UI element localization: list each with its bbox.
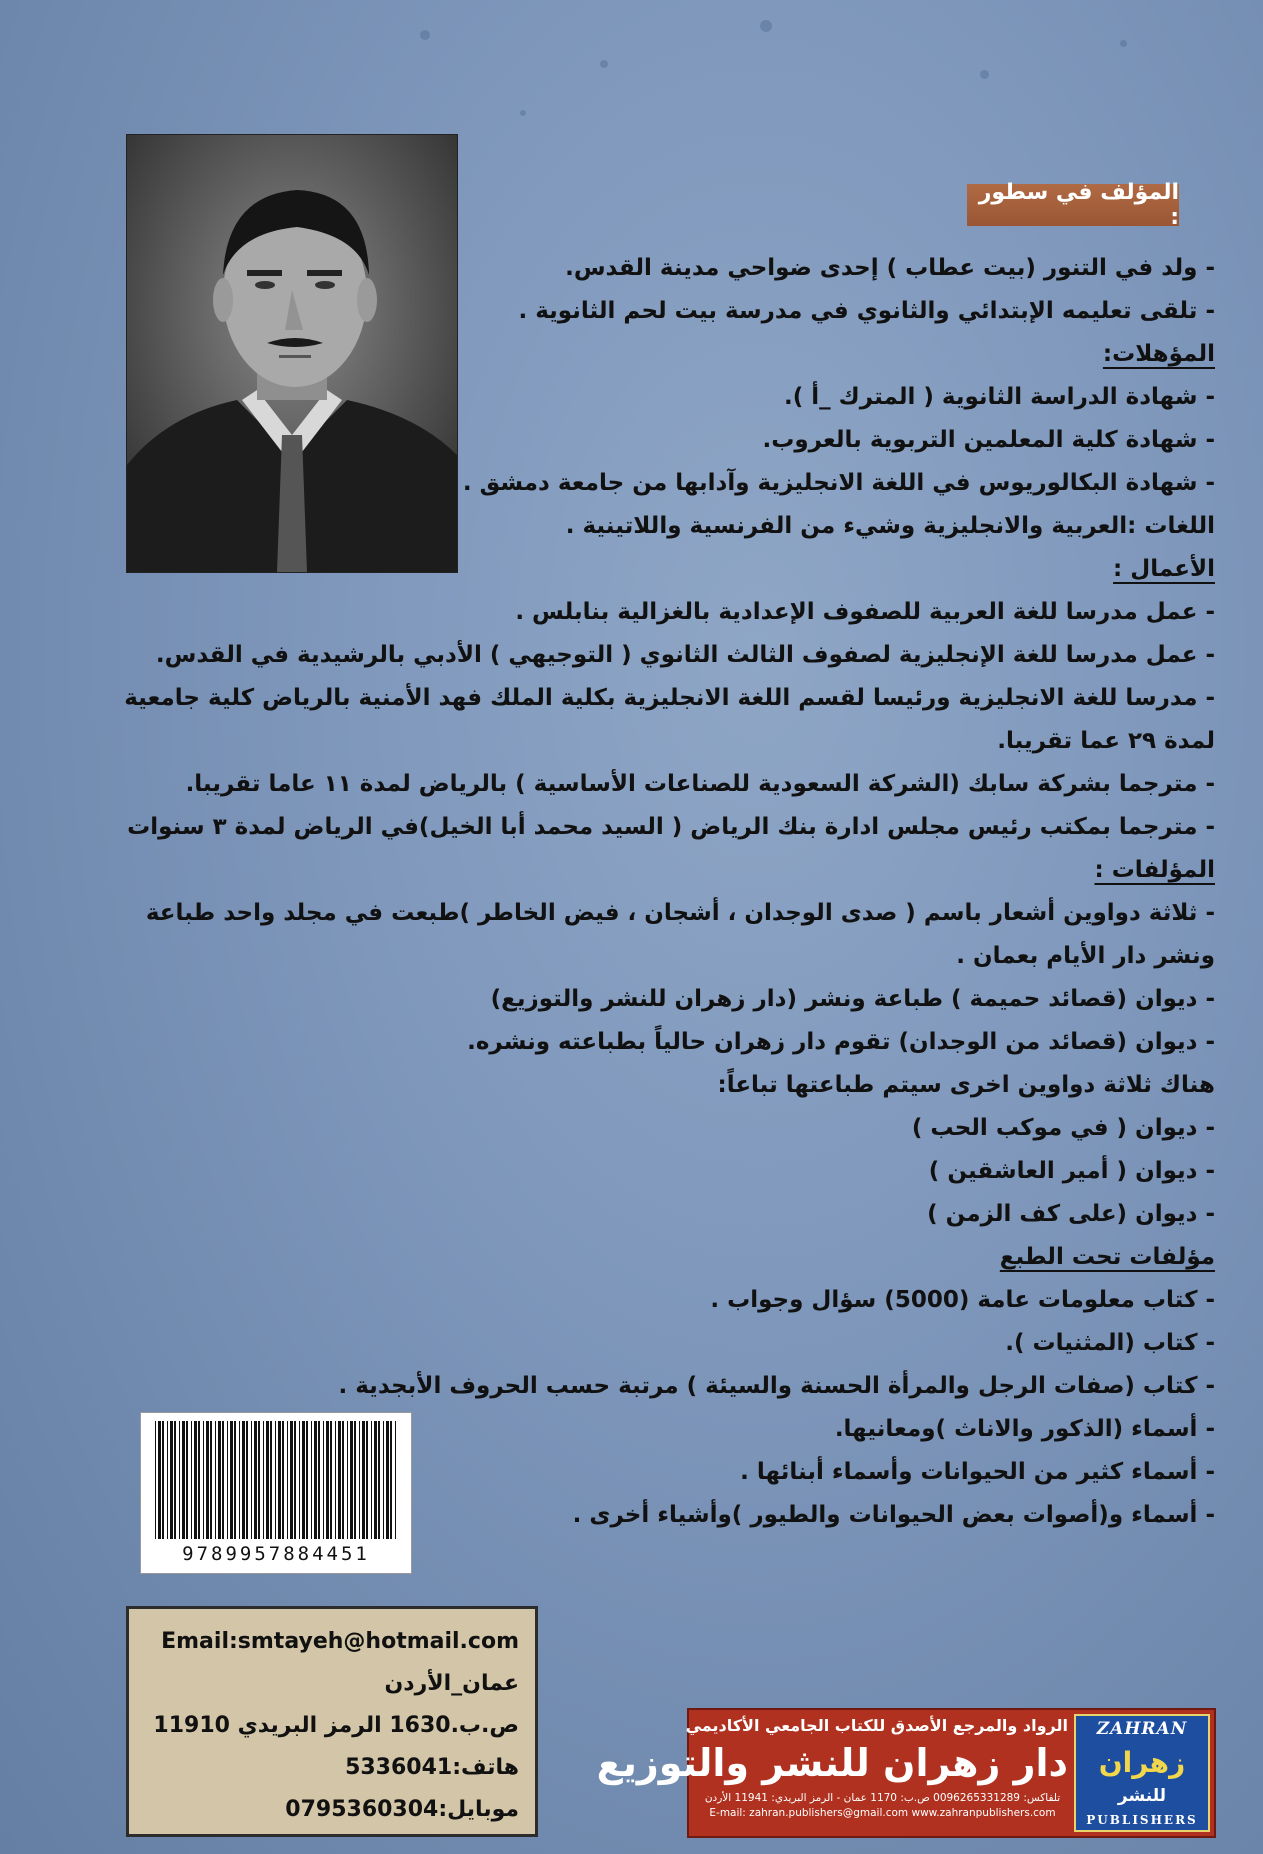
isbn-barcode: [140, 1412, 412, 1574]
contact-mobile: موبايل:0795360304: [285, 1797, 519, 1822]
publisher-address: تلفاكس: 0096265331289 ص.ب: 1170 عمان - الرمز البريدي: 11941 الأردن: [704, 1792, 1061, 1804]
bio-line-text: - شهادة الدراسة الثانوية ( المترك _أ ).: [784, 384, 1215, 410]
barcode-bar: [311, 1421, 312, 1539]
bio-line: [135, 763, 1215, 806]
barcode-bar: [395, 1421, 396, 1539]
author-biography: [124, 247, 1215, 1537]
barcode-bar: [318, 1421, 320, 1539]
barcode-digits: 9789957884451: [182, 1543, 370, 1565]
barcode-bar: [330, 1421, 332, 1539]
background-speck: [980, 70, 989, 79]
contact-phone: هاتف:5336041: [345, 1755, 519, 1780]
bio-heading: [135, 849, 1215, 892]
bio-line: [135, 1193, 1215, 1236]
barcode-bar: [246, 1421, 248, 1539]
barcode-bar: [222, 1421, 224, 1539]
barcode-bar: [350, 1421, 353, 1539]
contact-pobox: ص.ب.1630 الرمز البريدي 11910: [153, 1713, 519, 1738]
barcode-bar: [371, 1421, 372, 1539]
bio-line-text: ونشر دار الأيام بعمان .: [956, 943, 1215, 969]
barcode-bar: [174, 1421, 176, 1539]
barcode-bar: [239, 1421, 240, 1539]
barcode-bar: [366, 1421, 368, 1539]
barcode-bars: [151, 1421, 401, 1539]
barcode-bar: [206, 1421, 209, 1539]
section-header: المؤلف في سطور :: [967, 184, 1179, 226]
background-speck: [600, 60, 608, 68]
bio-line: [135, 1064, 1215, 1107]
barcode-bar: [335, 1421, 336, 1539]
barcode-bar: [210, 1421, 212, 1539]
bio-heading: [135, 548, 1215, 591]
barcode-bar: [242, 1421, 245, 1539]
bio-line-text: - شهادة البكالوريوس في اللغة الانجليزية وآدابها من جامعة دمشق .: [462, 470, 1215, 496]
barcode-bar: [282, 1421, 284, 1539]
bio-heading-text: المؤهلات:: [1102, 341, 1215, 367]
bio-line: [135, 1279, 1215, 1322]
bio-line: [135, 720, 1215, 763]
barcode-bar: [299, 1421, 300, 1539]
publisher-logo-ar-small: للنشر: [1117, 1786, 1167, 1806]
bio-line-text: هناك ثلاثة دواوين اخرى سيتم طباعتها تباعاً:: [717, 1072, 1215, 1098]
bio-line: [135, 1021, 1215, 1064]
publisher-logo: [1074, 1714, 1210, 1832]
barcode-bar: [218, 1421, 221, 1539]
bio-line: [135, 634, 1215, 677]
bio-line-text: - ديوان (على كف الزمن ): [927, 1201, 1215, 1227]
publisher-text: [596, 1716, 1068, 1821]
contact-box: [126, 1606, 538, 1837]
bio-line-text: - ولد في التنور (بيت عطاب ) إحدى ضواحي مدينة القدس.: [565, 255, 1215, 281]
bio-line-text: - أسماء كثير من الحيوانات وأسماء أبنائها .: [740, 1459, 1215, 1485]
bio-line: [135, 1107, 1215, 1150]
barcode-bar: [378, 1421, 380, 1539]
bio-line: [135, 978, 1215, 1021]
bio-line-text: - كتاب (المثنيات ).: [1005, 1330, 1215, 1356]
bio-line: [135, 462, 1215, 505]
barcode-bar: [347, 1421, 348, 1539]
barcode-bar: [302, 1421, 305, 1539]
bio-line-text: - عمل مدرسا للغة الإنجليزية لصفوف الثالث الثانوي ( التوجيهي ) الأدبي بالرشيدية في القدس.: [155, 642, 1215, 668]
barcode-bar: [362, 1421, 365, 1539]
barcode-bar: [326, 1421, 329, 1539]
bio-line: [135, 505, 1215, 548]
bio-line-text: - أسماء (الذكور والاناث )ومعانيها.: [834, 1416, 1215, 1442]
barcode-bar: [306, 1421, 308, 1539]
barcode-bar: [342, 1421, 344, 1539]
barcode-bar: [314, 1421, 317, 1539]
publisher-logo-en-bottom: PUBLISHERS: [1086, 1813, 1198, 1827]
barcode-bar: [158, 1421, 161, 1539]
background-speck: [1120, 40, 1127, 47]
bio-line: [135, 1365, 1215, 1408]
bio-line: [124, 677, 1215, 720]
bio-line: [135, 1322, 1215, 1365]
bio-line-text: - شهادة كلية المعلمين التربوية بالعروب.: [762, 427, 1215, 453]
publisher-tagline: الرواد والمرجع الأصدق للكتاب الجامعي الأكاديمي: [685, 1716, 1068, 1735]
barcode-bar: [263, 1421, 264, 1539]
bio-line-text: - عمل مدرسا للغة العربية للصفوف الإعدادية بالغزالية بنابلس .: [515, 599, 1215, 625]
barcode-bar: [227, 1421, 228, 1539]
bio-line: [127, 806, 1215, 849]
barcode-bar: [203, 1421, 204, 1539]
bio-line-text: - مدرسا للغة الانجليزية ورئيسا لقسم اللغة الانجليزية بكلية الملك فهد الأمنية بالرياض كلية جامعية: [124, 685, 1215, 711]
barcode-bar: [198, 1421, 200, 1539]
barcode-bar: [287, 1421, 288, 1539]
bio-line-text: - ثلاثة دواوين أشعار باسم ( صدى الوجدان ، أشجان ، فيض الخاطر )طبعت في مجلد واحد طباعة: [145, 900, 1215, 926]
barcode-bar: [290, 1421, 293, 1539]
bio-heading-text: الأعمال :: [1113, 556, 1215, 582]
barcode-bar: [386, 1421, 389, 1539]
bio-heading: [135, 333, 1215, 376]
bio-line-text: - ديوان (قصائد من الوجدان) تقوم دار زهران حالياً بطباعته ونشره.: [467, 1029, 1215, 1055]
barcode-bar: [254, 1421, 257, 1539]
contact-city: عمان_الأردن: [384, 1671, 519, 1696]
bio-line: [135, 591, 1215, 634]
publisher-banner: [596, 1708, 1216, 1838]
barcode-bar: [230, 1421, 233, 1539]
barcode-bar: [179, 1421, 180, 1539]
barcode-bar: [194, 1421, 197, 1539]
barcode-bar: [186, 1421, 188, 1539]
bio-line: [135, 247, 1215, 290]
publisher-web: E-mail: zahran.publishers@gmail.com www.zahranpublishers.com: [709, 1807, 1056, 1819]
publisher-logo-en-top: ZAHRAN: [1096, 1719, 1188, 1739]
barcode-bar: [251, 1421, 252, 1539]
barcode-bar: [234, 1421, 236, 1539]
barcode-bar: [155, 1421, 156, 1539]
barcode-bar: [182, 1421, 185, 1539]
barcode-bar: [383, 1421, 384, 1539]
bio-line: [135, 376, 1215, 419]
barcode-bar: [266, 1421, 269, 1539]
barcode-bar: [374, 1421, 377, 1539]
barcode-bar: [338, 1421, 341, 1539]
bio-line: [135, 935, 1215, 978]
bio-line: [135, 892, 1215, 935]
bio-line-text: - كتاب (صفات الرجل والمرأة الحسنة والسيئة ) مرتبة حسب الحروف الأبجدية .: [338, 1373, 1215, 1399]
bio-line-text: - أسماء و(أصوات بعض الحيوانات والطيور )وأشياء أخرى .: [572, 1502, 1215, 1528]
barcode-bar: [162, 1421, 164, 1539]
barcode-bar: [258, 1421, 260, 1539]
barcode-bar: [390, 1421, 392, 1539]
bio-line-text: اللغات :العربية والانجليزية وشيء من الفرنسية واللاتينية .: [565, 513, 1215, 539]
bio-line-text: - كتاب معلومات عامة (5000) سؤال وجواب .: [710, 1287, 1215, 1313]
barcode-bar: [191, 1421, 192, 1539]
barcode-bar: [167, 1421, 168, 1539]
background-speck: [760, 20, 772, 32]
bio-heading: [135, 1236, 1215, 1279]
bio-heading-text: مؤلفات تحت الطبع: [999, 1244, 1215, 1270]
bio-line-text: - تلقى تعليمه الإبتدائي والثانوي في مدرسة بيت لحم الثانوية .: [518, 298, 1215, 324]
barcode-bar: [170, 1421, 173, 1539]
barcode-bar: [275, 1421, 276, 1539]
barcode-bar: [270, 1421, 272, 1539]
contact-email: Email:smtayeh@hotmail.com: [161, 1629, 519, 1654]
barcode-bar: [278, 1421, 281, 1539]
background-speck: [420, 30, 430, 40]
publisher-name: دار زهران للنشر والتوزيع: [596, 1741, 1068, 1785]
bio-line-text: لمدة ٢٩ عما تقريبا.: [997, 728, 1215, 754]
barcode-bar: [354, 1421, 356, 1539]
bio-line: [135, 419, 1215, 462]
barcode-bar: [323, 1421, 324, 1539]
barcode-bar: [294, 1421, 296, 1539]
publisher-logo-ar: زهران: [1098, 1746, 1186, 1779]
bio-line-text: - مترجما بمكتب رئيس مجلس ادارة بنك الرياض ( السيد محمد أبا الخيل)في الرياض لمدة ٣ سنوات: [127, 814, 1215, 840]
bio-line-text: - ديوان ( أمير العاشقين ): [928, 1158, 1215, 1184]
bio-line-text: - ديوان ( في موكب الحب ): [911, 1115, 1215, 1141]
barcode-bar: [215, 1421, 216, 1539]
bio-heading-text: المؤلفات :: [1094, 857, 1215, 883]
bio-line-text: - ديوان (قصائد حميمة ) طباعة ونشر (دار زهران للنشر والتوزيع): [490, 986, 1215, 1012]
bio-line: [135, 1150, 1215, 1193]
barcode-bar: [359, 1421, 360, 1539]
background-speck: [520, 110, 526, 116]
bio-line: [135, 290, 1215, 333]
bio-line-text: - مترجما بشركة سابك (الشركة السعودية للصناعات الأساسية ) بالرياض لمدة ١١ عاما تقريبا.: [185, 771, 1215, 797]
